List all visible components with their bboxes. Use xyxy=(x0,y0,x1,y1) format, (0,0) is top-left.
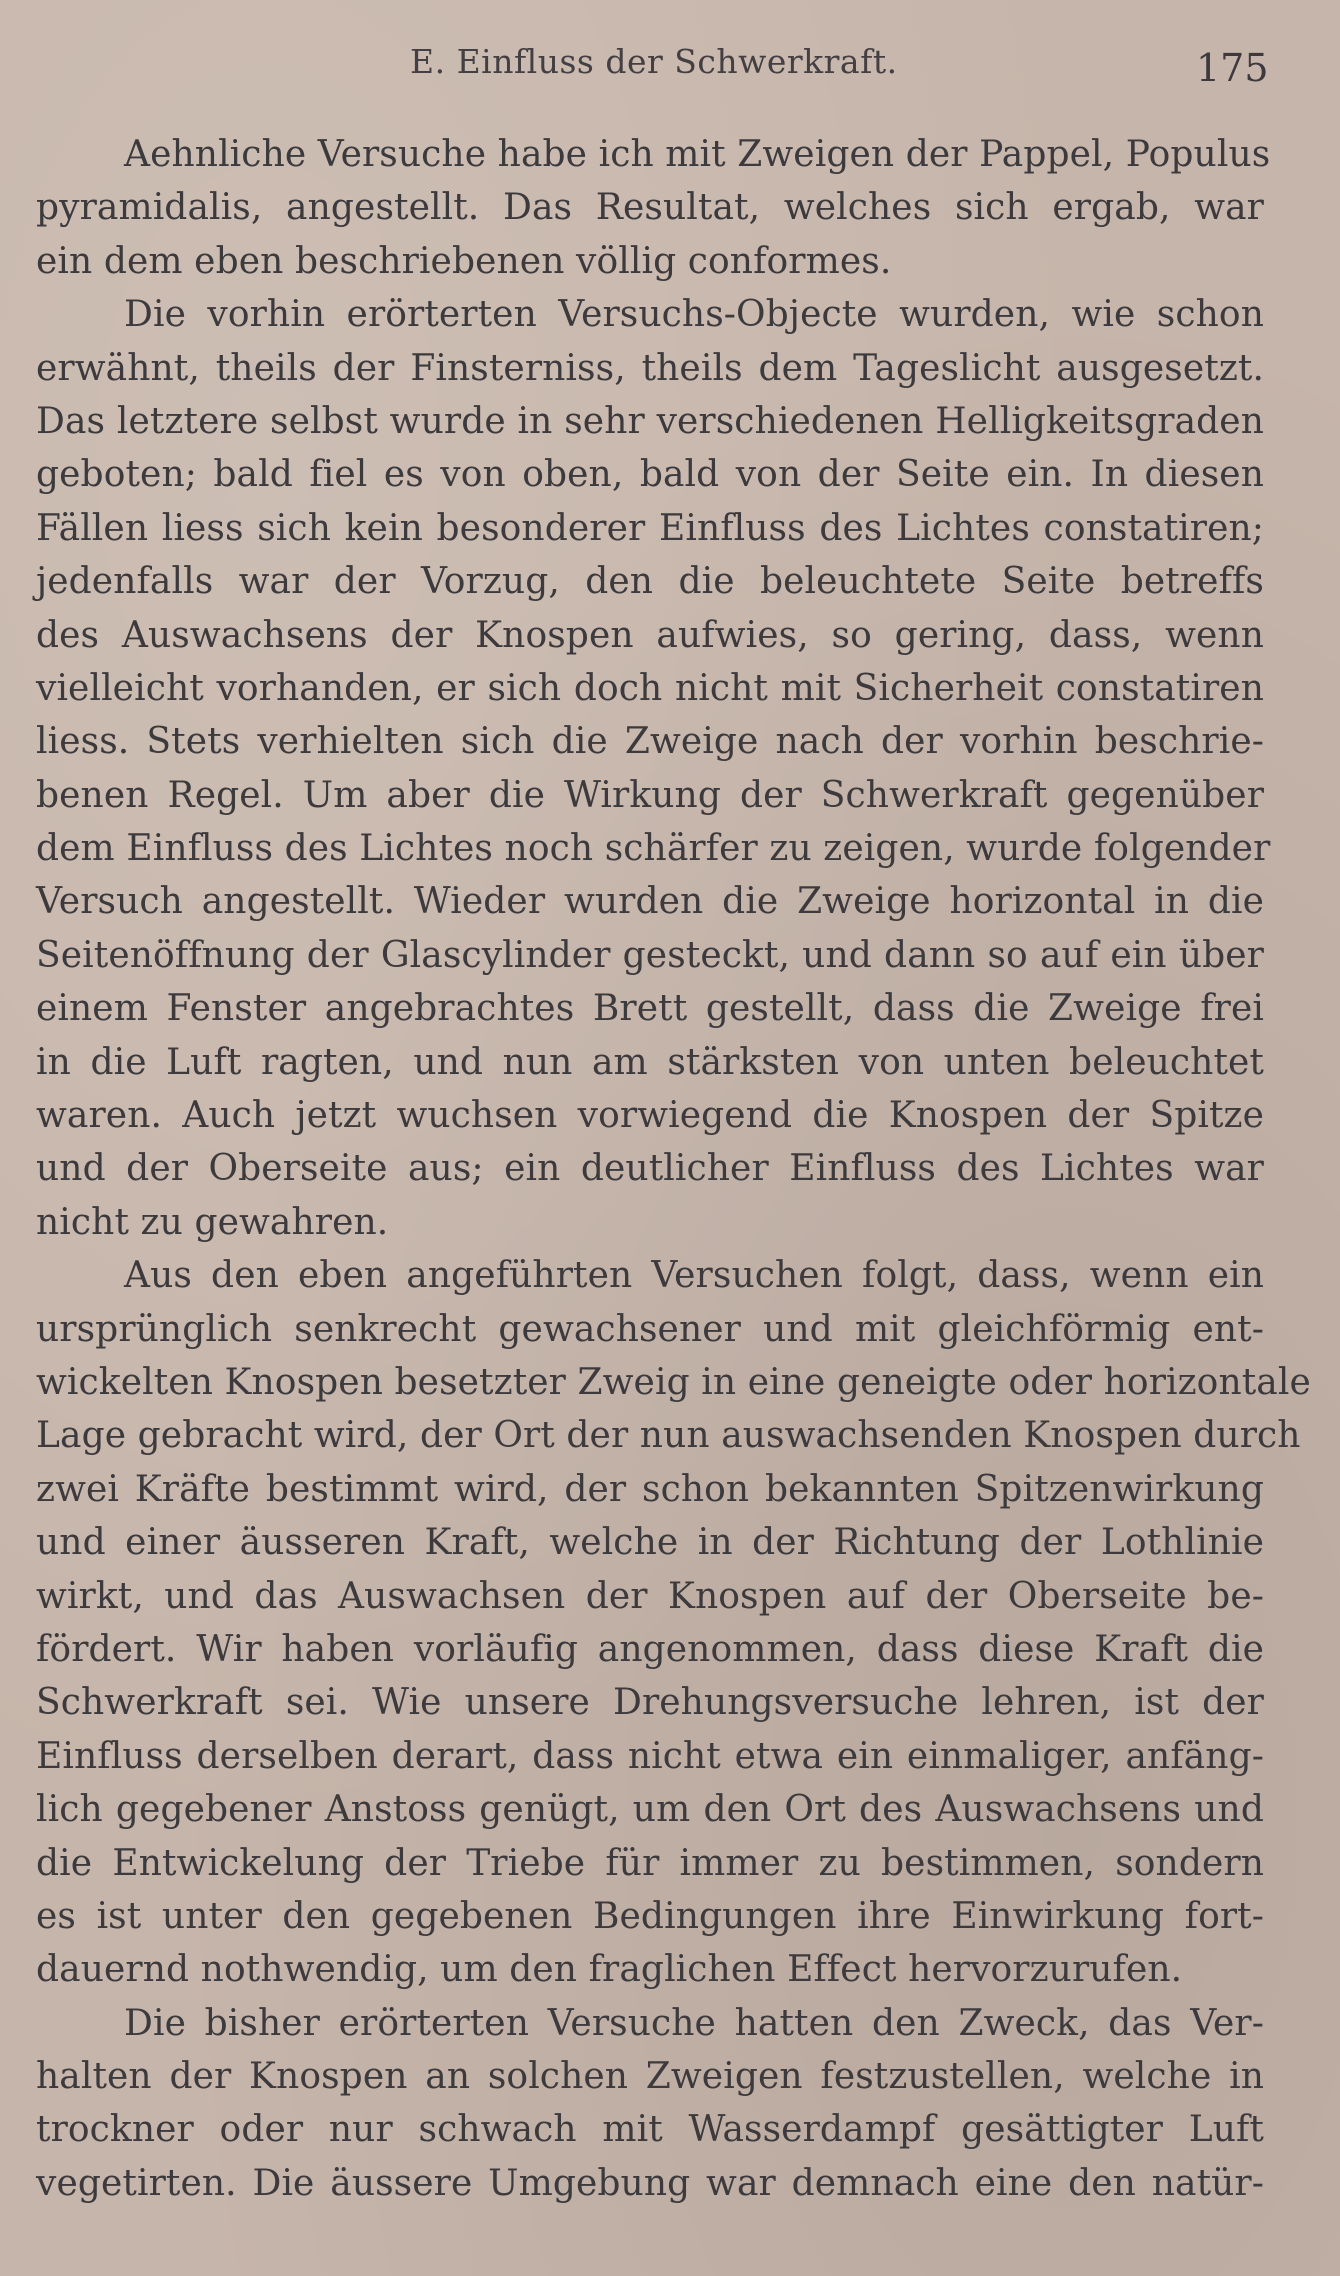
text-line: wirkt, und das Auswachsen der Knospen auf der Oberseite be- xyxy=(36,1575,1264,1617)
text-line: Aus den eben angeführten Versuchen folgt, dass, wenn ein xyxy=(124,1255,1264,1297)
text-line: Einfluss derselben derart, dass nicht etwa ein einmaliger, anfäng- xyxy=(36,1735,1264,1777)
text-line: es ist unter den gegebenen Bedingungen ihre Einwirkung fort- xyxy=(36,1895,1264,1937)
text-line: wickelten Knospen besetzter Zweig in eine geneigte oder horizontale xyxy=(36,1361,1311,1403)
text-line: nicht zu gewahren. xyxy=(36,1201,389,1243)
text-line: geboten; bald fiel es von oben, bald von der Seite ein. In diesen xyxy=(36,454,1264,496)
text-line: Fällen liess sich kein besonderer Einfluss des Lichtes constatiren; xyxy=(36,507,1264,549)
text-line: jedenfalls war der Vorzug, den die beleuchtete Seite betreffs xyxy=(36,561,1264,603)
text-line: liess. Stets verhielten sich die Zweige nach der vorhin beschrie- xyxy=(36,721,1264,763)
text-line: pyramidalis, angestellt. Das Resultat, welches sich ergab, war xyxy=(36,187,1264,229)
text-line: dauernd nothwendig, um den fraglichen Effect hervorzurufen. xyxy=(36,1949,1183,1991)
text-line: ursprünglich senkrecht gewachsener und mit gleichförmig ent- xyxy=(36,1308,1264,1350)
text-line: des Auswachsens der Knospen aufwies, so gering, dass, wenn xyxy=(36,614,1264,656)
page-number: 175 xyxy=(1196,46,1269,90)
text-line: erwähnt, theils der Finsterniss, theils dem Tageslicht ausgesetzt. xyxy=(36,347,1264,389)
text-line: und der Oberseite aus; ein deutlicher Einfluss des Lichtes war xyxy=(36,1148,1264,1190)
text-line: die Entwickelung der Triebe für immer zu bestimmen, sondern xyxy=(36,1842,1264,1884)
text-line: Versuch angestellt. Wieder wurden die Zweige horizontal in die xyxy=(36,881,1264,923)
text-line: zwei Kräfte bestimmt wird, der schon bekannten Spitzenwirkung xyxy=(36,1468,1264,1510)
text-line: Aehnliche Versuche habe ich mit Zweigen der Pappel, Populus xyxy=(124,134,1271,175)
body-text xyxy=(36,128,1311,2210)
text-line: Das letztere selbst wurde in sehr verschiedenen Helligkeitsgraden xyxy=(36,400,1264,442)
text-line: lich gegebener Anstoss genügt, um den Ort des Auswachsens und xyxy=(36,1789,1264,1831)
text-line: benen Regel. Um aber die Wirkung der Schwerkraft gegenüber xyxy=(36,774,1264,816)
text-line: einem Fenster angebrachtes Brett gestellt, dass die Zweige frei xyxy=(36,988,1264,1030)
text-line: dem Einfluss des Lichtes noch schärfer zu zeigen, wurde folgender xyxy=(36,828,1271,870)
text-line: ein dem eben beschriebenen völlig conformes. xyxy=(36,240,892,282)
text-line: Seitenöffnung der Glascylinder gesteckt, und dann so auf ein über xyxy=(36,934,1264,976)
text-line: trockner oder nur schwach mit Wasserdampf gesättigter Luft xyxy=(36,2109,1264,2151)
text-line: vegetirten. Die äussere Umgebung war demnach eine den natür- xyxy=(36,2162,1264,2204)
text-line: fördert. Wir haben vorläufig angenommen, dass diese Kraft die xyxy=(36,1628,1264,1670)
text-line: waren. Auch jetzt wuchsen vorwiegend die Knospen der Spitze xyxy=(36,1095,1264,1137)
text-line: vielleicht vorhanden, er sich doch nicht mit Sicherheit constatiren xyxy=(36,667,1264,709)
text-line: halten der Knospen an solchen Zweigen festzustellen, welche in xyxy=(36,2056,1264,2098)
text-line: in die Luft ragten, und nun am stärksten von unten beleuchtet xyxy=(36,1041,1264,1083)
text-line: Die vorhin erörterten Versuchs-Objecte wurden, wie schon xyxy=(124,294,1264,336)
running-head: E. Einfluss der Schwerkraft. xyxy=(410,42,898,81)
text-line: Die bisher erörterten Versuche hatten den Zweck, das Ver- xyxy=(124,2002,1264,2044)
text-line: Schwerkraft sei. Wie unsere Drehungsversuche lehren, ist der xyxy=(36,1682,1264,1724)
text-line: und einer äusseren Kraft, welche in der Richtung der Lothlinie xyxy=(36,1522,1264,1564)
text-line: Lage gebracht wird, der Ort der nun auswachsenden Knospen durch xyxy=(36,1415,1301,1457)
